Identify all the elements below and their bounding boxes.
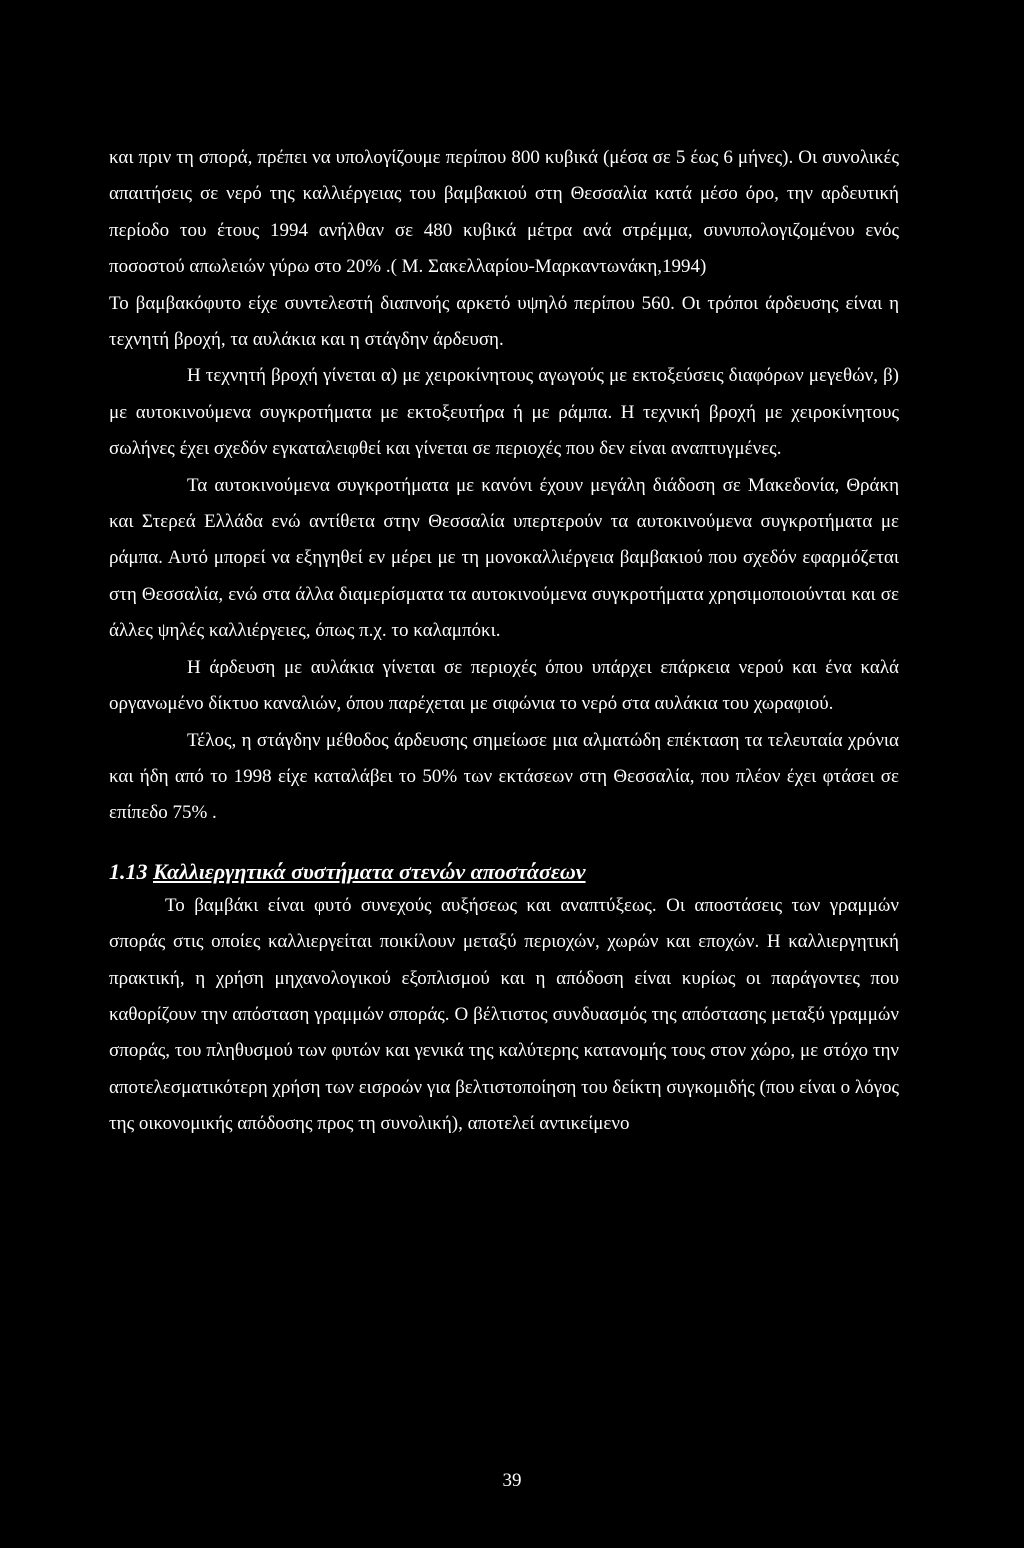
paragraph-3: Η τεχνητή βροχή γίνεται α) με χειροκίνητους αγωγούς με εκτοξεύσεις διαφόρων μεγεθών, β) με αυτοκινούμενα συγκροτήματα με εκτοξευτήρα ή με ράμπα. Η τεχνική βροχή με χειροκίνητους σωλήνες έχει σχεδόν εγκαταλειφθεί και γίνεται σε περιοχές που δεν είναι αναπτυγμένες.	[109, 365, 899, 460]
section-title: Καλλιεργητικά συστήματα στενών αποστάσεων	[153, 858, 586, 884]
section-heading	[109, 856, 899, 888]
paragraph-1: και πριν τη σπορά, πρέπει να υπολογίζουμε περίπου 800 κυβικά (μέσα σε 5 έως 6 μήνες). Οι συνολικές απαιτήσεις σε νερό της καλλιέργειας του βαμβακιού στη Θεσσαλία κατά μέσο όρο, την αρδευτική περίοδο του έτους 1994 ανήλθαν σε 480 κυβικά μέτρα ανά στρέμμα, συνυπολογιζομένου ενός ποσοστού απωλειών γύρω στο 20% .( Μ. Σακελλαρίου-Μαρκαντωνάκη,1994)	[109, 147, 899, 278]
section-number: 1.13	[109, 858, 148, 884]
paragraph-4: Τα αυτοκινούμενα συγκροτήματα με κανόνι έχουν μεγάλη διάδοση σε Μακεδονία, Θράκη και Στερεά Ελλάδα ενώ αντίθετα στην Θεσσαλία υπερτερούν τα αυτοκινούμενα συγκροτήματα με ράμπα. Αυτό μπορεί να εξηγηθεί εν μέρει με τη μονοκαλλιέργεια βαμβακιού που σχεδόν εφαρμόζεται στη Θεσσαλία, ενώ στα άλλα διαμερίσματα τα αυτοκινούμενα συγκροτήματα χρησιμοποιούνται και σε άλλες ψηλές καλλιέργειες, όπως π.χ. το καλαμπόκι.	[109, 474, 899, 642]
page-number: 39	[502, 1470, 522, 1491]
paragraph-6: Τέλος, η στάγδην μέθοδος άρδευσης σημείωσε μια αλματώδη επέκταση τα τελευταία χρόνια και ήδη από το 1998 είχε καταλάβει το 50% των εκτάσεων στη Θεσσαλία, που πλέον έχει φτάσει σε επίπεδο 75% .	[109, 729, 899, 824]
paragraph-5: Η άρδευση με αυλάκια γίνεται σε περιοχές όπου υπάρχει επάρκεια νερού και ένα καλά οργανωμένο δίκτυο καναλιών, όπου παρέχεται με σιφώνια το νερό στα αυλάκια του χωραφιού.	[109, 656, 899, 715]
section-paragraph: Το βαμβάκι είναι φυτό συνεχούς αυξήσεως και αναπτύξεως. Οι αποστάσεις των γραμμών σποράς στις οποίες καλλιεργείται ποικίλουν μεταξύ περιοχών, χωρών και εποχών. Η καλλιεργητική πρακτική, η χρήση μηχανολογικού εξοπλισμού και η απόδοση είναι κυρίως οι παράγοντες που καθορίζουν την απόσταση γραμμών σποράς. Ο βέλτιστος συνδυασμός της απόστασης μεταξύ γραμμών σποράς, του πληθυσμού των φυτών και γενικά της καλύτερης κατανομής τους στον χώρο, με στόχο την αποτελεσματικότερη χρήση των εισροών για βελτιστοποίηση του δείκτη συγκομιδής (που είναι ο λόγος της οικονομικής απόδοσης προς τη συνολική), αποτελεί αντικείμενο	[109, 894, 899, 1135]
document-page	[109, 140, 899, 1143]
paragraph-2: Το βαμβακόφυτο είχε συντελεστή διαπνοής αρκετό υψηλό περίπου 560. Οι τρόποι άρδευσης είναι η τεχνητή βροχή, τα αυλάκια και η στάγδην άρδευση.	[109, 292, 899, 351]
